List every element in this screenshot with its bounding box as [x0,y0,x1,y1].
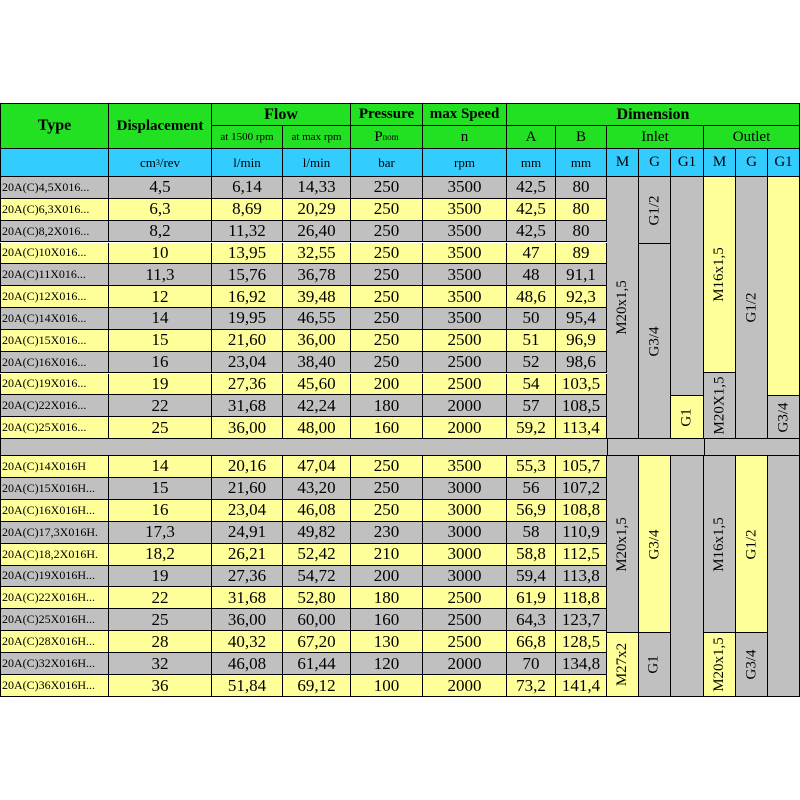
header-displacement: Displacement [109,103,212,149]
header-pressure: Pressure [351,103,423,126]
g2-outlet-m-top-label: M16x1,5 [711,516,727,572]
cell-type: 20A(C)6,3X016... [0,199,109,221]
cell-a: 52 [507,352,556,374]
cell-flow-max: 38,40 [283,352,351,374]
cell-b: 113,4 [556,417,607,439]
g1-outlet-m-bot-label: M20X1,5 [711,376,728,435]
cell-speed: 3500 [423,456,507,478]
g2-outlet-m-bot-label: M20x1,5 [711,637,727,692]
cell-flow-max: 36,00 [283,330,351,352]
cell-b: 92,3 [556,286,607,308]
g1-inlet-g-mid-label: G3/4 [646,326,662,356]
g2-inlet-g1-empty [671,456,704,697]
cell-b: 96,9 [556,330,607,352]
cell-flow-1500: 27,36 [212,374,283,396]
cell-speed: 3500 [423,221,507,243]
cell-pressure: 250 [351,264,423,286]
cell-b: 110,9 [556,522,607,544]
cell-pressure: 210 [351,544,423,566]
g1-outlet-g1-empty [768,177,800,396]
cell-flow-max: 69,12 [283,675,351,697]
cell-b: 123,7 [556,609,607,631]
cell-pressure: 160 [351,609,423,631]
cell-pressure: 130 [351,631,423,653]
cell-a: 42,5 [507,199,556,221]
cell-type: 20A(C)15X016... [0,330,109,352]
cell-displacement: 22 [109,587,212,609]
cell-b: 80 [556,199,607,221]
cell-flow-1500: 27,36 [212,566,283,588]
cell-flow-1500: 20,16 [212,456,283,478]
cell-flow-1500: 46,08 [212,653,283,675]
cell-pressure: 250 [351,308,423,330]
units-b: mm [556,149,607,177]
cell-speed: 2000 [423,395,507,417]
cell-flow-max: 47,04 [283,456,351,478]
cell-flow-max: 61,44 [283,653,351,675]
cell-flow-1500: 23,04 [212,500,283,522]
cell-speed: 3500 [423,177,507,199]
header-a: A [507,126,556,149]
cell-flow-1500: 26,21 [212,544,283,566]
g2-inlet-m-top-label: M20x1,5 [614,516,630,572]
g1-inlet-g1-empty [671,177,704,396]
g1-inlet-g-top-label: G1/2 [646,195,662,225]
cell-a: 47 [507,243,556,265]
cell-flow-max: 60,00 [283,609,351,631]
header-max-speed: max Speed [423,103,507,126]
cell-speed: 3500 [423,308,507,330]
cell-a: 55,3 [507,456,556,478]
g2-inlet-m-top-cell [607,456,639,633]
cell-displacement: 6,3 [109,199,212,221]
cell-speed: 3500 [423,264,507,286]
cell-a: 48 [507,264,556,286]
cell-pressure: 250 [351,199,423,221]
cell-pressure: 250 [351,177,423,199]
cell-type: 20A(C)4,5X016... [0,177,109,199]
header-b: B [556,126,607,149]
cell-a: 50 [507,308,556,330]
pump-spec-table [0,103,800,697]
cell-b: 105,7 [556,456,607,478]
g1-outlet-m-bot-cell [704,373,736,439]
separator-divider-2 [704,439,705,456]
cell-speed: 3500 [423,286,507,308]
header-outlet: Outlet [704,126,800,149]
units-outlet-g: G [736,149,768,177]
cell-pressure: 250 [351,478,423,500]
g1-outlet-g-label: G1/2 [743,292,759,323]
g1-outlet-m-top-label: M16x1,5 [711,247,727,302]
cell-pressure: 230 [351,522,423,544]
cell-flow-max: 48,00 [283,417,351,439]
header-p-nom [351,126,423,149]
header-inlet: Inlet [607,126,704,149]
cell-a: 56,9 [507,500,556,522]
cell-displacement: 22 [109,395,212,417]
cell-type: 20A(C)10X016... [0,243,109,265]
g1-inlet-g-top-cell [639,177,671,244]
cell-type: 20A(C)12X016... [0,286,109,308]
cell-displacement: 19 [109,566,212,588]
cell-speed: 2500 [423,330,507,352]
cell-type: 20A(C)18,2X016H. [0,544,109,566]
cell-type: 20A(C)25X016H... [0,609,109,631]
units-speed: rpm [423,149,507,177]
p-nom-symbol: P [374,128,383,145]
cell-flow-1500: 31,68 [212,395,283,417]
g2-inlet-m-bot-label: M27x2 [614,642,630,687]
cell-type: 20A(C)14X016... [0,308,109,330]
cell-displacement: 36 [109,675,212,697]
cell-a: 54 [507,374,556,396]
cell-flow-1500: 16,92 [212,286,283,308]
cell-displacement: 17,3 [109,522,212,544]
cell-b: 108,8 [556,500,607,522]
cell-pressure: 180 [351,587,423,609]
g2-outlet-m-top-cell [704,456,736,633]
cell-speed: 2500 [423,609,507,631]
cell-displacement: 28 [109,631,212,653]
g1-outlet-m-top-cell [704,177,736,373]
cell-type: 20A(C)28X016H... [0,631,109,653]
g2-inlet-g-bot-cell [639,633,671,697]
cell-flow-max: 42,24 [283,395,351,417]
cell-type: 20A(C)15X016H... [0,478,109,500]
cell-a: 66,8 [507,631,556,653]
cell-flow-1500: 36,00 [212,417,283,439]
cell-type: 20A(C)25X016... [0,417,109,439]
cell-flow-max: 36,78 [283,264,351,286]
cell-b: 107,2 [556,478,607,500]
g1-outlet-g1-label: G3/4 [775,402,791,432]
cell-displacement: 16 [109,500,212,522]
cell-type: 20A(C)16X016H... [0,500,109,522]
cell-flow-1500: 13,95 [212,243,283,265]
cell-speed: 3500 [423,243,507,265]
g1-outlet-g1-cell [768,396,800,439]
cell-flow-1500: 51,84 [212,675,283,697]
units-outlet-m: M [704,149,736,177]
cell-a: 51 [507,330,556,352]
cell-b: 108,5 [556,395,607,417]
cell-displacement: 15 [109,330,212,352]
cell-speed: 3000 [423,566,507,588]
g1-inlet-g1-label: G1 [678,407,695,427]
cell-displacement: 15 [109,478,212,500]
units-a: mm [507,149,556,177]
cell-speed: 2000 [423,417,507,439]
cell-type: 20A(C)22X016H... [0,587,109,609]
unit-rev: /rev [159,154,181,170]
g1-inlet-m-cell [607,177,639,439]
cell-pressure: 100 [351,675,423,697]
cell-displacement: 11,3 [109,264,212,286]
g2-outlet-g-top-cell [736,456,768,633]
cell-pressure: 120 [351,653,423,675]
cell-pressure: 250 [351,286,423,308]
header-type: Type [0,103,109,149]
cell-flow-1500: 31,68 [212,587,283,609]
cell-displacement: 25 [109,417,212,439]
header-n: n [423,126,507,149]
cell-flow-1500: 21,60 [212,330,283,352]
unit-cm: cm [139,154,156,170]
units-inlet-g: G [639,149,671,177]
cell-speed: 2000 [423,653,507,675]
cell-flow-max: 46,55 [283,308,351,330]
cell-flow-max: 43,20 [283,478,351,500]
cell-type: 20A(C)17,3X016H. [0,522,109,544]
cell-speed: 2500 [423,631,507,653]
cell-b: 95,4 [556,308,607,330]
g1-outlet-g-cell [736,177,768,439]
cell-flow-max: 39,48 [283,286,351,308]
cell-a: 59,2 [507,417,556,439]
p-nom-subscript: nom [382,132,399,142]
cell-type: 20A(C)8,2X016... [0,221,109,243]
header-flow-1500: at 1500 rpm [212,126,283,149]
group-separator [0,439,800,456]
cell-type: 20A(C)19X016H... [0,566,109,588]
cell-pressure: 250 [351,352,423,374]
cell-displacement: 16 [109,352,212,374]
g2-outlet-g-bot-label: G3/4 [743,649,759,680]
cell-pressure: 250 [351,221,423,243]
cell-flow-1500: 6,14 [212,177,283,199]
cell-a: 57 [507,395,556,417]
cell-pressure: 200 [351,566,423,588]
cell-a: 42,5 [507,177,556,199]
cell-flow-max: 49,82 [283,522,351,544]
units-type [0,149,109,177]
cell-speed: 3000 [423,522,507,544]
cell-a: 73,2 [507,675,556,697]
unit-cm-sup: 3 [155,158,160,167]
header-flow-max: at max rpm [283,126,351,149]
units-flow-1500: l/min [212,149,283,177]
g2-outlet-g-top-label: G1/2 [743,529,759,559]
cell-displacement: 14 [109,456,212,478]
cell-type: 20A(C)16X016... [0,352,109,374]
cell-type: 20A(C)19X016... [0,374,109,396]
cell-displacement: 14 [109,308,212,330]
cell-a: 61,9 [507,587,556,609]
cell-displacement: 8,2 [109,221,212,243]
cell-b: 98,6 [556,352,607,374]
cell-type: 20A(C)11X016... [0,264,109,286]
cell-a: 58,8 [507,544,556,566]
cell-flow-max: 45,60 [283,374,351,396]
cell-pressure: 250 [351,330,423,352]
cell-displacement: 19 [109,374,212,396]
units-pressure: bar [351,149,423,177]
g1-inlet-g-mid-cell [639,244,671,439]
cell-flow-1500: 40,32 [212,631,283,653]
units-inlet-g1: G1 [671,149,704,177]
group1-rows [0,177,607,439]
cell-speed: 3000 [423,500,507,522]
cell-flow-max: 52,42 [283,544,351,566]
group2-rows [0,456,607,697]
g2-inlet-m-bot-cell [607,633,639,697]
g2-inlet-g-bot-label: G1 [646,655,662,674]
cell-flow-1500: 23,04 [212,352,283,374]
cell-flow-max: 52,80 [283,587,351,609]
cell-type: 20A(C)14X016H [0,456,109,478]
cell-flow-max: 67,20 [283,631,351,653]
cell-displacement: 18,2 [109,544,212,566]
cell-b: 89 [556,243,607,265]
cell-speed: 3000 [423,478,507,500]
cell-a: 70 [507,653,556,675]
cell-flow-1500: 36,00 [212,609,283,631]
g2-outlet-m-bot-cell [704,633,736,697]
cell-flow-1500: 15,76 [212,264,283,286]
cell-type: 20A(C)32X016H... [0,653,109,675]
cell-flow-max: 46,08 [283,500,351,522]
cell-b: 118,8 [556,587,607,609]
cell-displacement: 25 [109,609,212,631]
cell-flow-1500: 24,91 [212,522,283,544]
cell-b: 103,5 [556,374,607,396]
cell-b: 91,1 [556,264,607,286]
cell-b: 112,5 [556,544,607,566]
cell-flow-1500: 8,69 [212,199,283,221]
cell-pressure: 250 [351,456,423,478]
cell-pressure: 250 [351,500,423,522]
header-flow: Flow [212,103,351,126]
cell-flow-max: 26,40 [283,221,351,243]
cell-b: 80 [556,221,607,243]
cell-displacement: 12 [109,286,212,308]
cell-pressure: 250 [351,243,423,265]
cell-pressure: 200 [351,374,423,396]
units-inlet-m: M [607,149,639,177]
cell-type: 20A(C)22X016... [0,395,109,417]
cell-a: 56 [507,478,556,500]
g1-inlet-m-label: M20x1,5 [614,280,630,335]
cell-a: 64,3 [507,609,556,631]
cell-flow-max: 54,72 [283,566,351,588]
separator-divider-1 [607,439,608,456]
cell-displacement: 10 [109,243,212,265]
cell-type: 20A(C)36X016H... [0,675,109,697]
header-dimension: Dimension [507,103,800,126]
cell-a: 59,4 [507,566,556,588]
cell-speed: 2500 [423,587,507,609]
g1-inlet-g1-cell [671,396,704,439]
cell-flow-1500: 19,95 [212,308,283,330]
cell-speed: 2500 [423,352,507,374]
cell-a: 58 [507,522,556,544]
units-outlet-g1: G1 [768,149,800,177]
cell-pressure: 160 [351,417,423,439]
cell-a: 42,5 [507,221,556,243]
cell-b: 80 [556,177,607,199]
cell-b: 141,4 [556,675,607,697]
g2-outlet-g-bot-cell [736,633,768,697]
cell-pressure: 180 [351,395,423,417]
cell-b: 128,5 [556,631,607,653]
cell-b: 113,8 [556,566,607,588]
cell-flow-1500: 11,32 [212,221,283,243]
cell-speed: 3000 [423,544,507,566]
g2-outlet-g1-empty [768,456,800,697]
g2-inlet-g-top-label: G3/4 [646,529,662,559]
units-displacement [109,149,212,177]
units-flow-max: l/min [283,149,351,177]
cell-speed: 2500 [423,374,507,396]
cell-flow-max: 20,29 [283,199,351,221]
cell-flow-1500: 21,60 [212,478,283,500]
cell-a: 48,6 [507,286,556,308]
cell-speed: 2000 [423,675,507,697]
cell-flow-max: 32,55 [283,243,351,265]
cell-b: 134,8 [556,653,607,675]
cell-flow-max: 14,33 [283,177,351,199]
cell-displacement: 32 [109,653,212,675]
g2-inlet-g-top-cell [639,456,671,633]
cell-displacement: 4,5 [109,177,212,199]
cell-speed: 3500 [423,199,507,221]
